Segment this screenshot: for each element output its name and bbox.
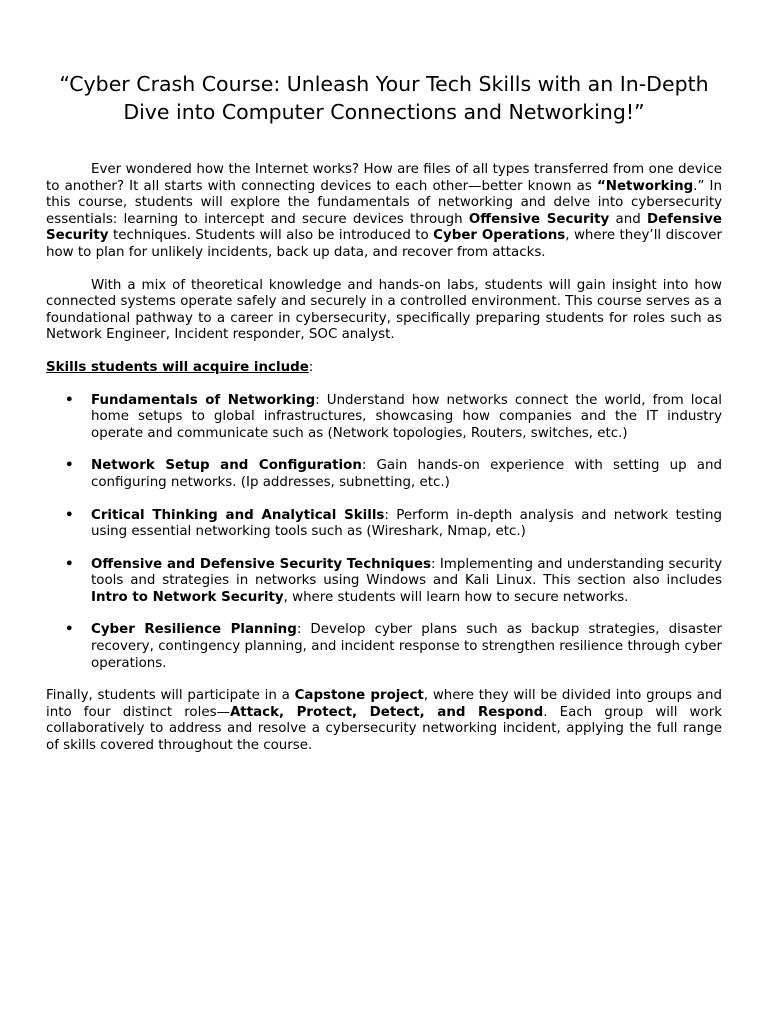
skill-text: : Perform in-depth analysis and network testing using essential networking tools such as (Wireshark, Nmap, etc.) xyxy=(91,507,722,540)
list-item xyxy=(46,458,722,491)
intro-bold-cyber-operations: Cyber Operations xyxy=(433,228,566,244)
final-text-3: . Each group will work collaboratively to address and resolve a cybersecurity networking incident, applying the full range of skills covered throughout the course. xyxy=(46,704,722,754)
list-item xyxy=(46,622,722,672)
overview-paragraph: With a mix of theoretical knowledge and hands-on labs, students will gain insight into how connected systems operate safely and securely in a controlled environment. This course serves as a foundational pathway to a career in cybersecurity, specifically preparing students for roles such as Network Engineer, Incident responder, SOC analyst. xyxy=(46,277,722,343)
intro-paragraph xyxy=(46,162,722,262)
list-item xyxy=(46,508,722,541)
bullet-icon: • xyxy=(65,458,74,474)
intro-text-2: .” In this course, students will explore the fundamentals of networking and delve into cybersecurity essentials: learning to intercept and secure devices through xyxy=(46,178,722,227)
bullet-icon: • xyxy=(65,622,74,638)
list-item xyxy=(46,557,722,607)
skill-title: Fundamentals of Networking xyxy=(91,392,316,408)
skill-text: : Implementing and understanding security tools and strategies in networks using Windows and Kali Linux. This section also includes xyxy=(91,556,722,589)
final-paragraph xyxy=(46,688,722,754)
intro-text-4: techniques. Students will also be introduced to xyxy=(108,228,434,244)
document-body xyxy=(46,162,722,755)
final-bold-roles: Attack, Protect, Detect, and Respond xyxy=(229,704,544,720)
final-text-2: , where they will be divided into groups and into four distinct roles— xyxy=(46,688,722,720)
intro-text-5: , where they’ll discover how to plan for unlikely incidents, back up data, and recover from attacks. xyxy=(46,228,723,260)
skill-title: Critical Thinking and Analytical Skills xyxy=(91,507,385,523)
skill-bold-intro-network-security: Intro to Network Security xyxy=(91,589,284,605)
final-text-1: Finally, students will participate in a xyxy=(46,688,295,704)
skill-title: Offensive and Defensive Security Techniques xyxy=(91,556,432,572)
list-item xyxy=(46,393,722,443)
intro-bold-networking: “Networking xyxy=(596,178,694,194)
intro-text-1: Ever wondered how the Internet works? How are files of all types transferred from one device to another? It all starts with connecting devices to each other—better known as xyxy=(46,162,722,194)
skill-text: : Gain hands-on experience with setting up and configuring networks. (Ip addresses, subnetting, etc.) xyxy=(91,458,722,490)
intro-text-3: and xyxy=(609,211,647,227)
skill-title: Network Setup and Configuration xyxy=(91,458,362,474)
intro-bold-defensive-security: Defensive Security xyxy=(46,211,722,244)
skills-list xyxy=(46,393,722,673)
skill-text: : Understand how networks connect the world, from local home setups to global infrastructures, showcasing how companies and the IT industry operate and communicate such as (Network topologies, Routers, switches, etc.) xyxy=(91,392,722,441)
skill-text: : Develop cyber plans such as backup strategies, disaster recovery, contingency planning, and incident response to strengthen resilience through cyber operations. xyxy=(91,622,722,671)
skills-heading xyxy=(46,360,722,377)
final-bold-capstone: Capstone project xyxy=(294,688,424,704)
bullet-icon: • xyxy=(65,507,74,523)
skills-heading-text: Skills students will acquire include xyxy=(46,359,309,375)
skill-title: Cyber Resilience Planning xyxy=(91,622,297,638)
bullet-icon: • xyxy=(65,392,74,408)
intro-bold-offensive-security: Offensive Security xyxy=(468,211,610,227)
skill-text-continued: , where students will learn how to secure networks. xyxy=(283,589,629,605)
skills-heading-colon: : xyxy=(308,359,314,375)
bullet-icon: • xyxy=(65,556,74,572)
document-title: “Cyber Crash Course: Unleash Your Tech Skills with an In-Depth Dive into Computer Connections and Networking!” xyxy=(59,72,709,124)
